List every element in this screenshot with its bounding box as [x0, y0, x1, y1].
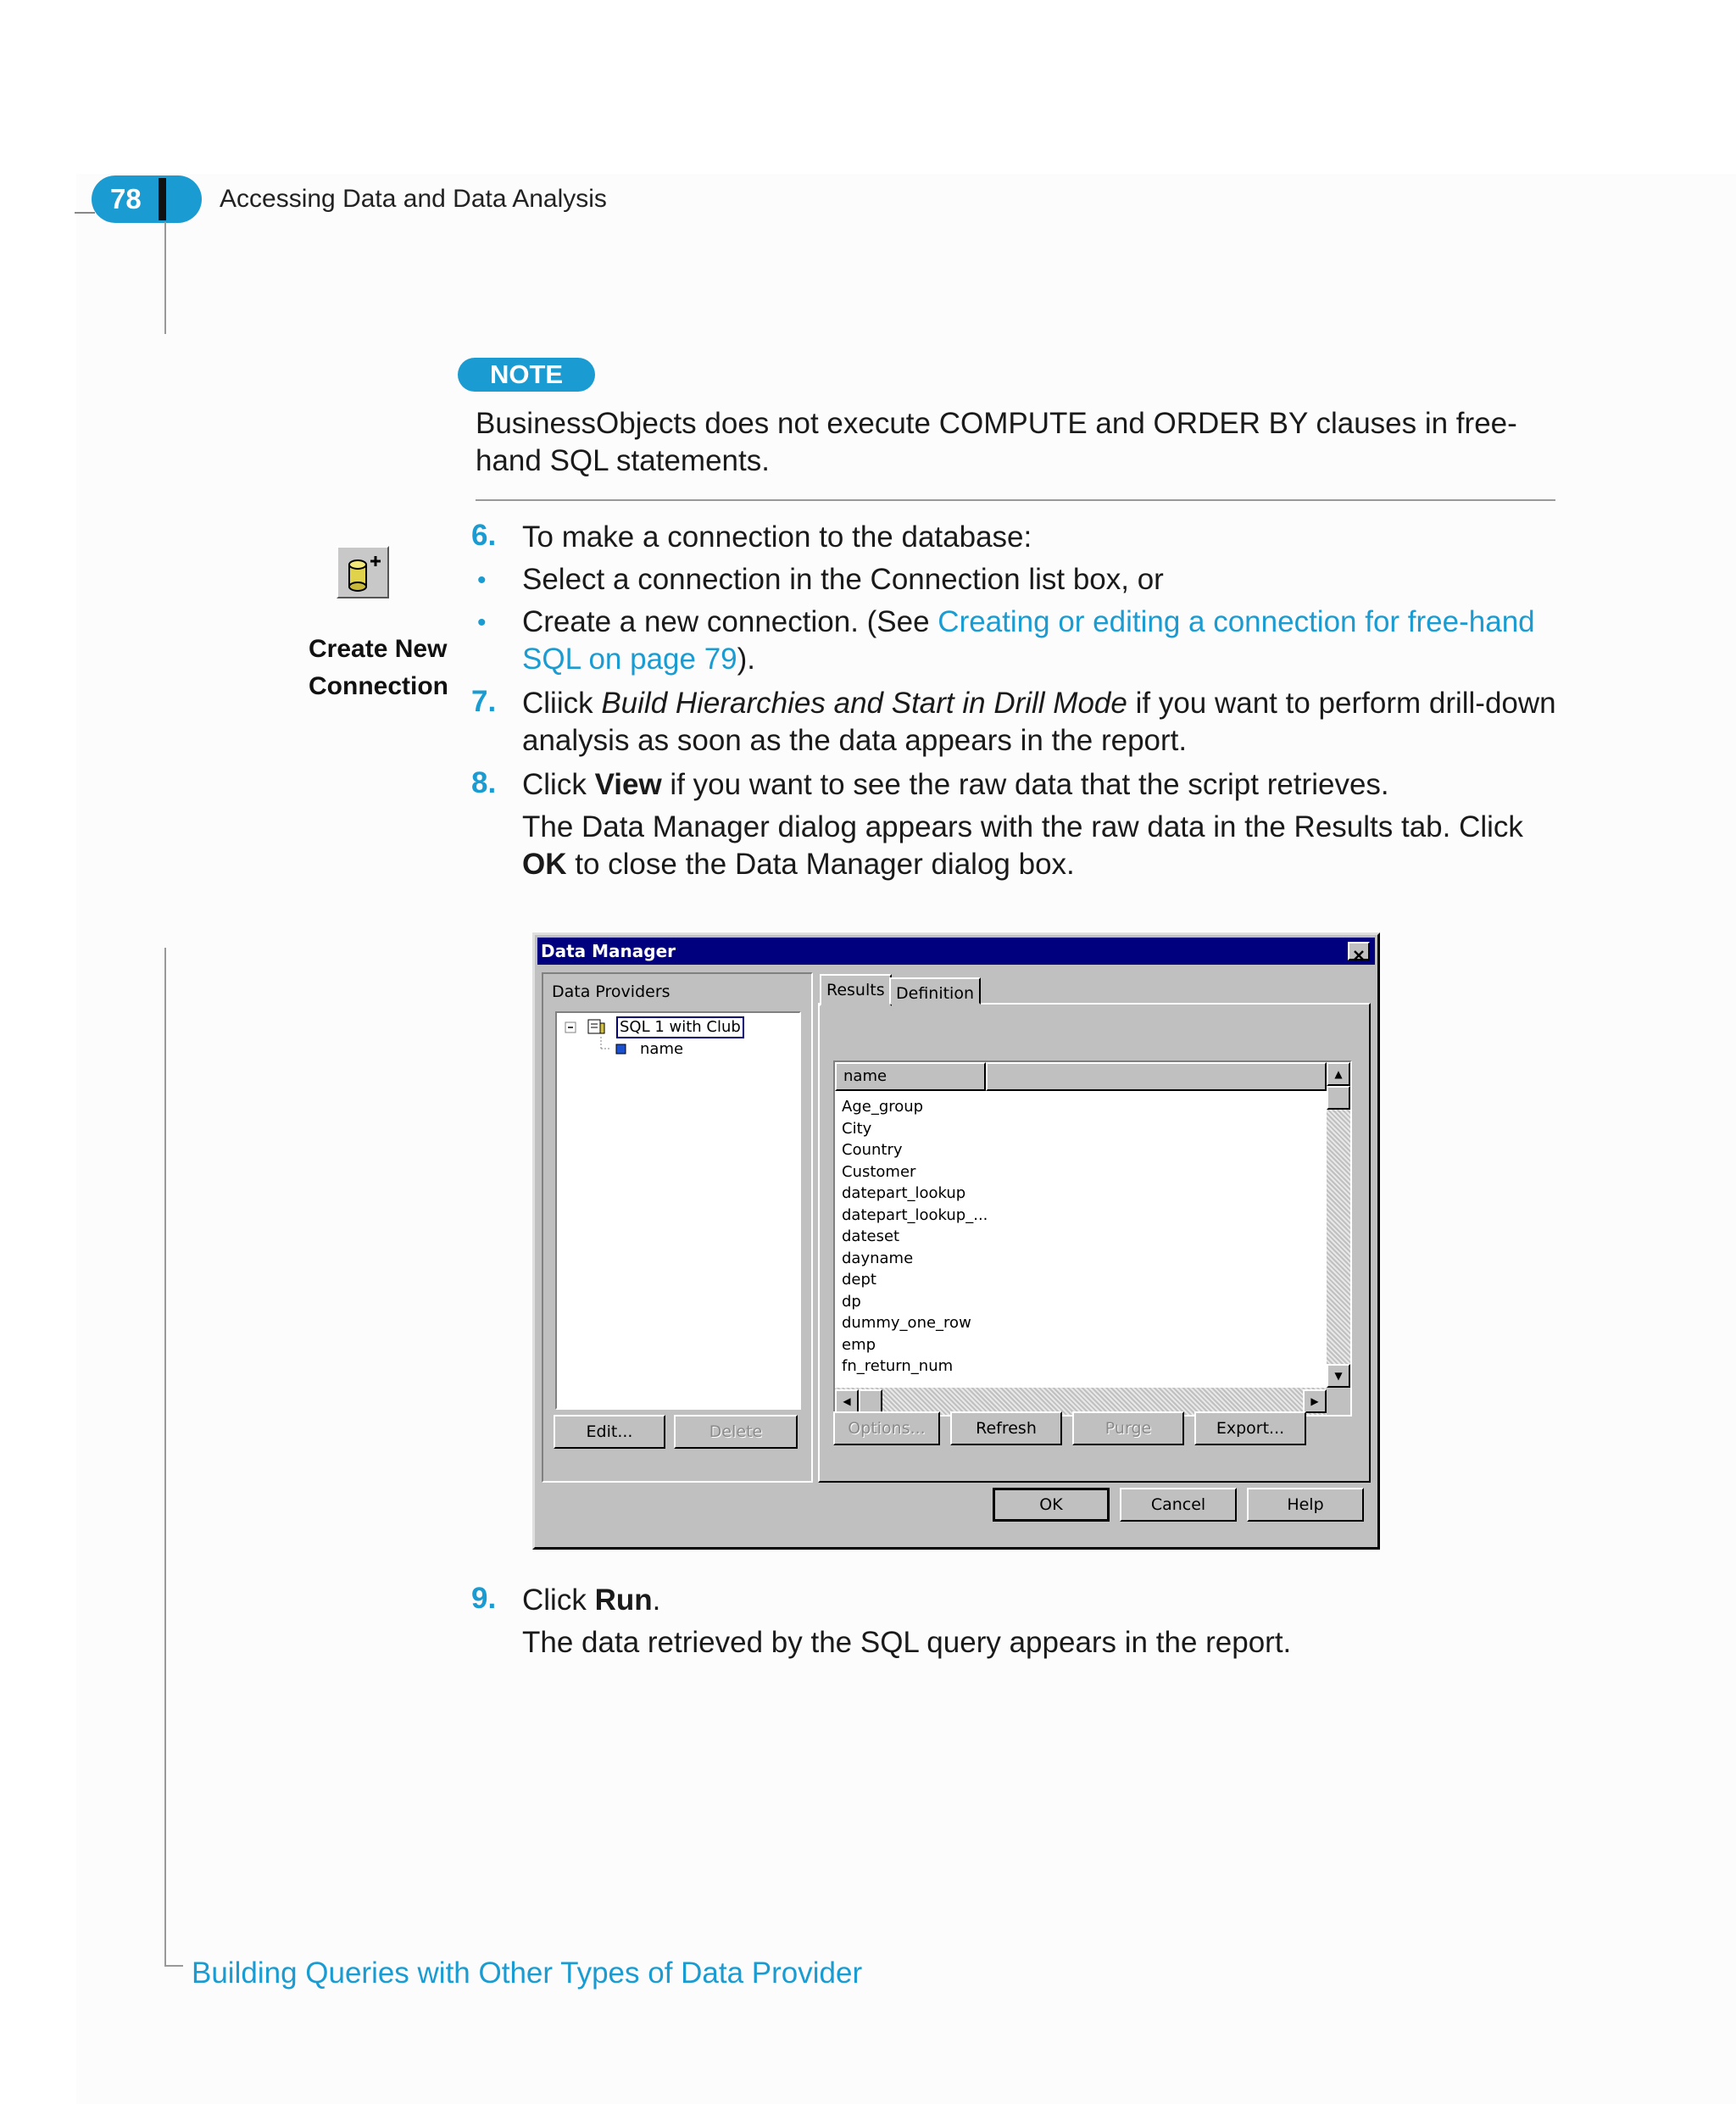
footer-rule: [164, 1965, 183, 1967]
step-7-option-name: Build Hierarchies and Start in Drill Mode: [601, 687, 1127, 720]
tab-definition[interactable]: Definition: [889, 977, 981, 1005]
caption-line-1: Create New: [309, 635, 448, 663]
vertical-scrollbar[interactable]: [1327, 1062, 1350, 1388]
scroll-left-button[interactable]: ◀: [835, 1389, 859, 1413]
step-8-prefix: Click: [522, 768, 595, 801]
step-8-text: [522, 766, 1573, 804]
scroll-down-button[interactable]: ▼: [1327, 1364, 1350, 1388]
note-rule: [476, 499, 1555, 501]
create-new-connection-icon: [337, 546, 389, 598]
column-header-name[interactable]: name: [835, 1062, 986, 1091]
bullet-2-prefix: Create a new connection. (See: [522, 605, 938, 638]
object-icon: [615, 1042, 628, 1055]
cancel-button[interactable]: Cancel: [1120, 1488, 1237, 1522]
footer-section-link[interactable]: Building Queries with Other Types of Data Provider: [192, 1956, 863, 1990]
ok-button[interactable]: OK: [993, 1488, 1110, 1522]
tree-child-item[interactable]: name: [640, 1040, 684, 1058]
list-item[interactable]: dayname: [842, 1249, 914, 1267]
export-button[interactable]: Export...: [1194, 1411, 1306, 1445]
step-8-suffix: if you want to see the raw data that the script retrieves.: [661, 768, 1389, 801]
scroll-corner: [1327, 1388, 1350, 1415]
data-manager-dialog: [532, 932, 1380, 1550]
margin-caption: [309, 631, 448, 705]
scroll-right-button[interactable]: ▶: [1303, 1389, 1327, 1413]
delete-button[interactable]: Delete: [674, 1415, 798, 1449]
cross-reference-link[interactable]: Creating or editing a connection for free-hand SQL on page 79: [522, 605, 1535, 676]
list-item[interactable]: datepart_lookup_...: [842, 1205, 988, 1224]
edit-button[interactable]: Edit...: [554, 1415, 665, 1449]
step-8-para-prefix: The Data Manager dialog appears with the raw data in the Results tab. Click: [522, 810, 1523, 843]
step-8-button-name: View: [594, 768, 662, 801]
caption-line-2: Connection: [309, 672, 448, 700]
close-icon: [1349, 948, 1368, 963]
help-button[interactable]: Help: [1247, 1488, 1364, 1522]
chapter-title: Accessing Data and Data Analysis: [220, 185, 607, 213]
header-divider-bar: [159, 178, 166, 220]
header-rule: [75, 212, 95, 214]
dialog-title: Data Manager: [541, 941, 676, 961]
margin-line-top: [164, 222, 166, 334]
list-item[interactable]: dummy_one_row: [842, 1314, 971, 1332]
purge-button[interactable]: Purge: [1072, 1411, 1184, 1445]
dialog-title-bar: [537, 938, 1375, 965]
step-8-para-bold: OK: [522, 848, 567, 881]
step-9-number: 9.: [471, 1582, 497, 1615]
scroll-thumb[interactable]: [1327, 1086, 1350, 1110]
step-9-text: [522, 1582, 1573, 1619]
step-6-number: 6.: [471, 519, 497, 552]
step-8-number: 8.: [471, 766, 497, 799]
step-9-paragraph: The data retrieved by the SQL query appears in the report.: [522, 1626, 1292, 1659]
note-text: BusinessObjects does not execute COMPUTE and ORDER BY clauses in free-hand SQL statements.: [476, 407, 1517, 477]
step-8-paragraph: [522, 809, 1573, 883]
tab-results[interactable]: Results: [820, 974, 892, 1006]
list-item[interactable]: emp: [842, 1335, 876, 1354]
tree-root-item[interactable]: SQL 1 with Club: [616, 1016, 744, 1038]
step-7-text: [522, 685, 1573, 760]
step-6-text: To make a connection to the database:: [522, 520, 1032, 554]
page-number: 78: [110, 183, 142, 214]
horizontal-scroll-thumb[interactable]: [859, 1389, 882, 1413]
page-number-badge: [92, 175, 202, 223]
list-item[interactable]: Country: [842, 1141, 903, 1159]
results-list[interactable]: [833, 1060, 1352, 1417]
column-header-filler: [986, 1062, 1327, 1091]
refresh-button[interactable]: Refresh: [950, 1411, 1062, 1445]
list-item[interactable]: City: [842, 1119, 872, 1138]
list-item[interactable]: dp: [842, 1292, 861, 1311]
list-item[interactable]: dept: [842, 1271, 876, 1289]
scroll-up-button[interactable]: ▲: [1327, 1062, 1350, 1086]
list-item[interactable]: fn_return_num: [842, 1357, 954, 1375]
data-providers-label: Data Providers: [552, 982, 670, 1001]
list-item[interactable]: Customer: [842, 1162, 916, 1181]
step-6-bullet-2: [522, 604, 1573, 678]
margin-line-bottom: [164, 948, 166, 1967]
note-label: NOTE: [458, 358, 595, 392]
options-button[interactable]: Options...: [833, 1411, 940, 1445]
step-9-prefix: Click: [522, 1584, 595, 1617]
step-8-para-suffix: to close the Data Manager dialog box.: [566, 848, 1075, 881]
bullet-2-suffix: ).: [737, 643, 756, 676]
list-item[interactable]: Age_group: [842, 1098, 924, 1116]
bullet-icon: •: [477, 609, 487, 637]
bullet-icon: •: [477, 566, 487, 594]
step-6-bullet-1: Select a connection in the Connection list box, or: [522, 563, 1164, 596]
data-providers-tree[interactable]: [555, 1011, 801, 1410]
list-item[interactable]: dateset: [842, 1227, 900, 1245]
step-9-button-name: Run: [594, 1584, 653, 1617]
close-button[interactable]: [1348, 942, 1370, 960]
step-7-number: 7.: [471, 685, 497, 718]
step-7-prefix: Cliick: [522, 687, 602, 720]
list-item[interactable]: datepart_lookup: [842, 1184, 966, 1202]
step-9-suffix: .: [652, 1584, 661, 1617]
sql-provider-icon: [587, 1018, 606, 1035]
step-7-suffix: if you want to perform drill-down analysis as soon as the data appears in the report.: [522, 687, 1556, 757]
